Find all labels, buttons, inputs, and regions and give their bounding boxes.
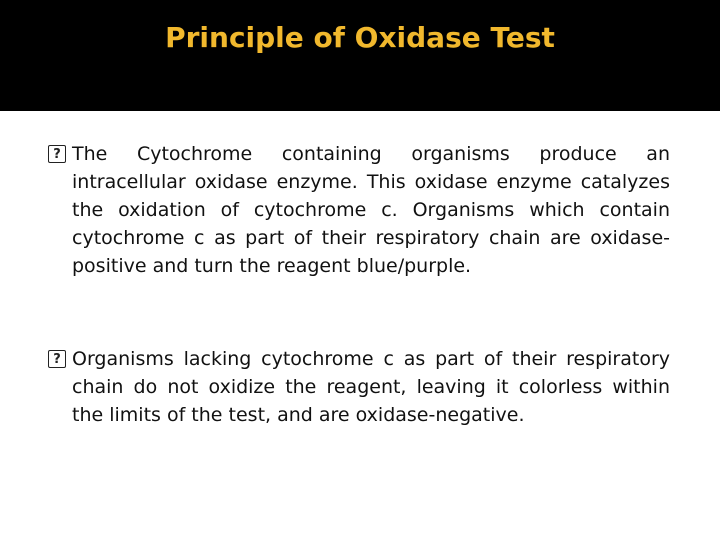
bullet-item (48, 140, 670, 280)
bullet-text: The Cytochrome containing organisms produce an intracellular oxidase enzyme. This oxidase enzyme catalyzes the oxidation of cytochrome c. Organisms which contain cytochrome c as part of their respiratory chain are oxidase-positive and turn the reagent blue/purple. (72, 143, 670, 277)
slide-title: Principle of Oxidase Test (165, 21, 555, 54)
bullet-marker-icon: ? (48, 145, 66, 163)
title-bar (0, 0, 720, 111)
bullet-marker-icon: ? (48, 350, 66, 368)
bullet-text: Organisms lacking cytochrome c as part of their respiratory chain do not oxidize the reagent, leaving it colorless within the limits of the test, and are oxidase-negative. (72, 348, 670, 426)
bullet-item (48, 345, 670, 429)
